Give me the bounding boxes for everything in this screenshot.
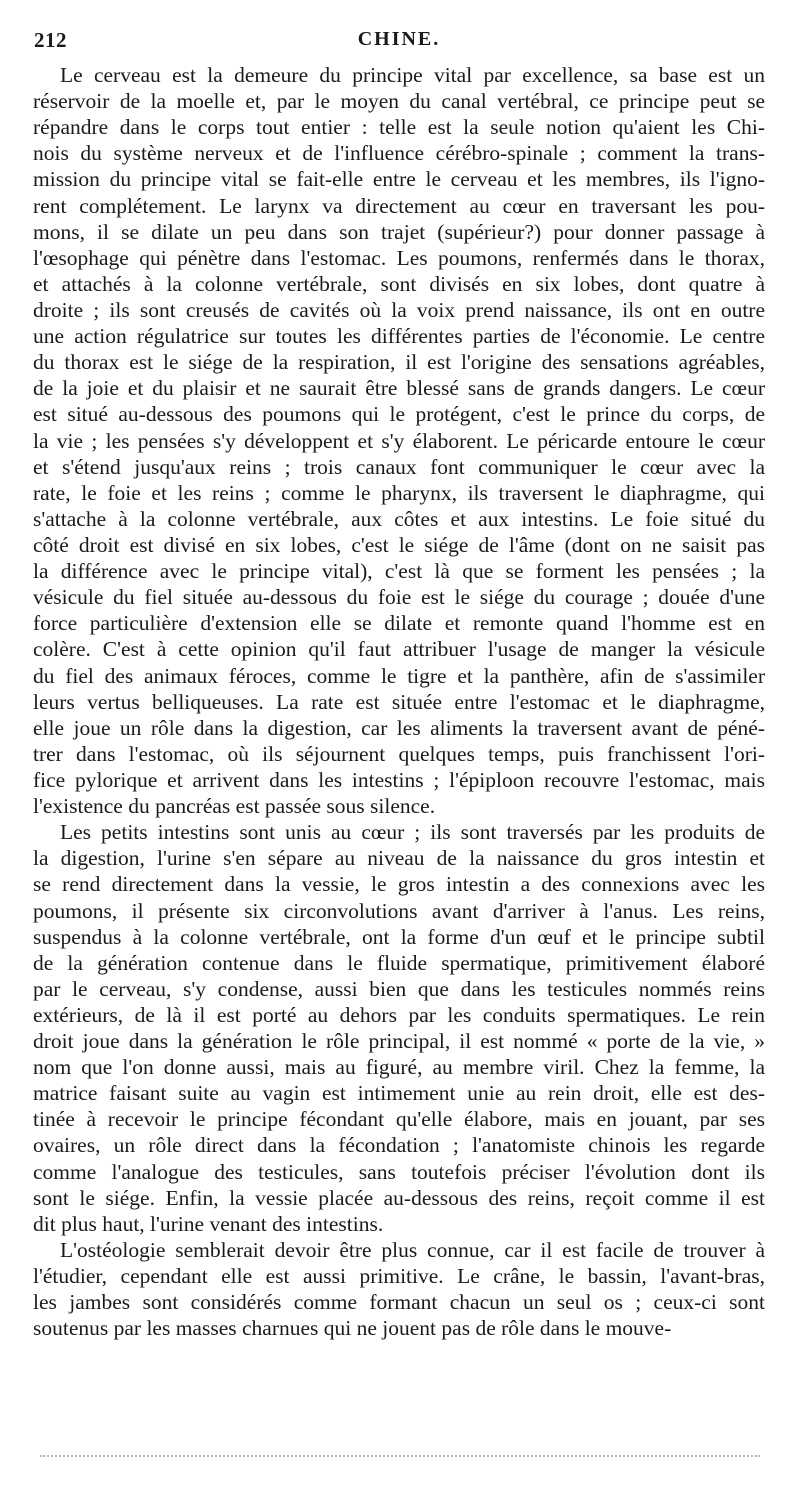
text-line: soutenus par les masses charnues qui ne jouent pas de rôle dans le mouve- xyxy=(33,1316,672,1341)
text-line: extérieurs, de là il est porté au dehors par les conduits spermatiques. Le rein xyxy=(33,1002,765,1027)
text-line: dit plus haut, l'urine venant des intestins. xyxy=(33,1211,384,1236)
text-line: les jambes sont considérés comme formant chacun un seul os ; ceux-ci sont xyxy=(33,1290,765,1315)
text-line: s'attache à la colonne vertébrale, aux côtes et aux intestins. Le foie situé du xyxy=(33,506,765,531)
text-line: nois du système nerveux et de l'influence cérébro-spinale ; comment la trans- xyxy=(33,141,765,166)
text-line: ovaires, un rôle direct dans la fécondation ; l'anatomiste chinois les regarde xyxy=(33,1133,765,1158)
text-line: droite ; ils sont creusés de cavités où la voix prend naissance, ils ont en outre xyxy=(33,297,765,322)
text-line: L'ostéologie semblerait devoir être plus connue, car il est facile de trouver à xyxy=(60,1237,765,1262)
text-line: droit joue dans la génération le rôle principal, il est nommé « porte de la vie, » xyxy=(33,1029,765,1054)
text-line: matrice faisant suite au vagin est intimement unie au rein droit, elle est des- xyxy=(33,1081,765,1106)
paragraph xyxy=(33,819,765,1237)
text-line: se rend directement dans la vessie, le gros intestin a des connexions avec les xyxy=(33,872,765,897)
page-header-title: CHINE. xyxy=(357,28,441,50)
paragraph xyxy=(33,1237,765,1341)
page-body xyxy=(33,62,765,1341)
text-line: réservoir de la moelle et, par le moyen du canal vertébral, ce principe peut se xyxy=(33,89,765,114)
footer-divider xyxy=(40,1455,760,1460)
text-line: tinée à recevoir le principe fécondant qu'elle élabore, mais en jouant, par ses xyxy=(33,1107,765,1132)
text-line: côté droit est divisé en six lobes, c'est le siége de l'âme (dont on ne saisit pas xyxy=(33,532,765,557)
paragraph xyxy=(33,62,765,819)
text-line: et attachés à la colonne vertébrale, sont divisés en six lobes, dont quatre à xyxy=(33,271,765,296)
running-head xyxy=(34,28,764,58)
text-line: comme l'analogue des testicules, sans toutefois préciser l'évolution dont ils xyxy=(33,1159,765,1184)
text-line: colère. C'est à cette opinion qu'il faut attribuer l'usage de manger la vésicule xyxy=(33,637,765,662)
text-line: est situé au-dessous des poumons qui le protégent, c'est le prince du corps, de xyxy=(33,402,765,427)
text-line: mission du principe vital se fait-elle entre le cerveau et les membres, ils l'igno- xyxy=(33,167,765,192)
text-line: sont le siége. Enfin, la vessie placée au-dessous des reins, reçoit comme il est xyxy=(33,1185,765,1210)
text-line: suspendus à la colonne vertébrale, ont la forme d'un œuf et le principe subtil xyxy=(33,924,765,949)
text-line: répandre dans le corps tout entier : telle est la seule notion qu'aient les Chi- xyxy=(33,115,765,140)
text-line: leurs vertus belliqueuses. La rate est située entre l'estomac et le diaphragme, xyxy=(33,689,765,714)
text-line: de la joie et du plaisir et ne saurait être blessé sans de grands dangers. Le cœur xyxy=(33,376,765,401)
text-line: la digestion, l'urine s'en sépare au niveau de la naissance du gros intestin et xyxy=(33,846,765,871)
text-line: l'étudier, cependant elle est aussi primitive. Le crâne, le bassin, l'avant-bras, xyxy=(33,1264,765,1289)
text-line: poumons, il présente six circonvolutions avant d'arriver à l'anus. Les reins, xyxy=(33,898,765,923)
text-line: par le cerveau, s'y condense, aussi bien que dans les testicules nommés reins xyxy=(33,976,765,1001)
text-line: Les petits intestins sont unis au cœur ; ils sont traversés par les produits de xyxy=(60,820,765,845)
text-line: mons, il se dilate un peu dans son trajet (supérieur?) pour donner passage à xyxy=(33,219,765,244)
text-line: Le cerveau est la demeure du principe vital par excellence, sa base est un xyxy=(60,63,765,87)
text-line: force particulière d'extension elle se dilate et remonte quand l'homme est en xyxy=(33,611,765,636)
text-line: elle joue un rôle dans la digestion, car les aliments la traversent avant de péné- xyxy=(33,715,765,740)
text-line: l'existence du pancréas est passée sous silence. xyxy=(33,794,436,819)
text-line: de la génération contenue dans le fluide spermatique, primitivement élaboré xyxy=(33,950,765,975)
text-line: l'œsophage qui pénètre dans l'estomac. Les poumons, renfermés dans le thorax, xyxy=(33,245,765,270)
page-number: 212 xyxy=(34,28,67,52)
text-line: et s'étend jusqu'aux reins ; trois canaux font communiquer le cœur avec la xyxy=(33,454,765,479)
text-line: rate, le foie et les reins ; comme le pharynx, ils traversent le diaphragme, qui xyxy=(33,480,765,505)
text-line: du thorax est le siége de la respiration, il est l'origine des sensations agréables, xyxy=(33,350,765,375)
text-line: nom que l'on donne aussi, mais au figuré, au membre viril. Chez la femme, la xyxy=(33,1055,765,1080)
text-line: vésicule du fiel située au-dessous du foie est le siége du courage ; douée d'une xyxy=(33,585,765,610)
text-line: la vie ; les pensées s'y développent et s'y élaborent. Le péricarde entoure le cœur xyxy=(33,428,765,453)
text-line: la différence avec le principe vital), c'est là que se forment les pensées ; la xyxy=(33,559,765,584)
text-line: trer dans l'estomac, où ils séjournent quelques temps, puis franchissent l'ori- xyxy=(33,741,765,766)
text-line: fice pylorique et arrivent dans les intestins ; l'épiploon recouvre l'estomac, mais xyxy=(33,767,765,792)
text-line: du fiel des animaux féroces, comme le tigre et la panthère, afin de s'assimiler xyxy=(33,663,765,688)
text-line: une action régulatrice sur toutes les différentes parties de l'économie. Le centre xyxy=(33,324,765,349)
text-line: rent complétement. Le larynx va directement au cœur en traversant les pou- xyxy=(33,193,765,218)
